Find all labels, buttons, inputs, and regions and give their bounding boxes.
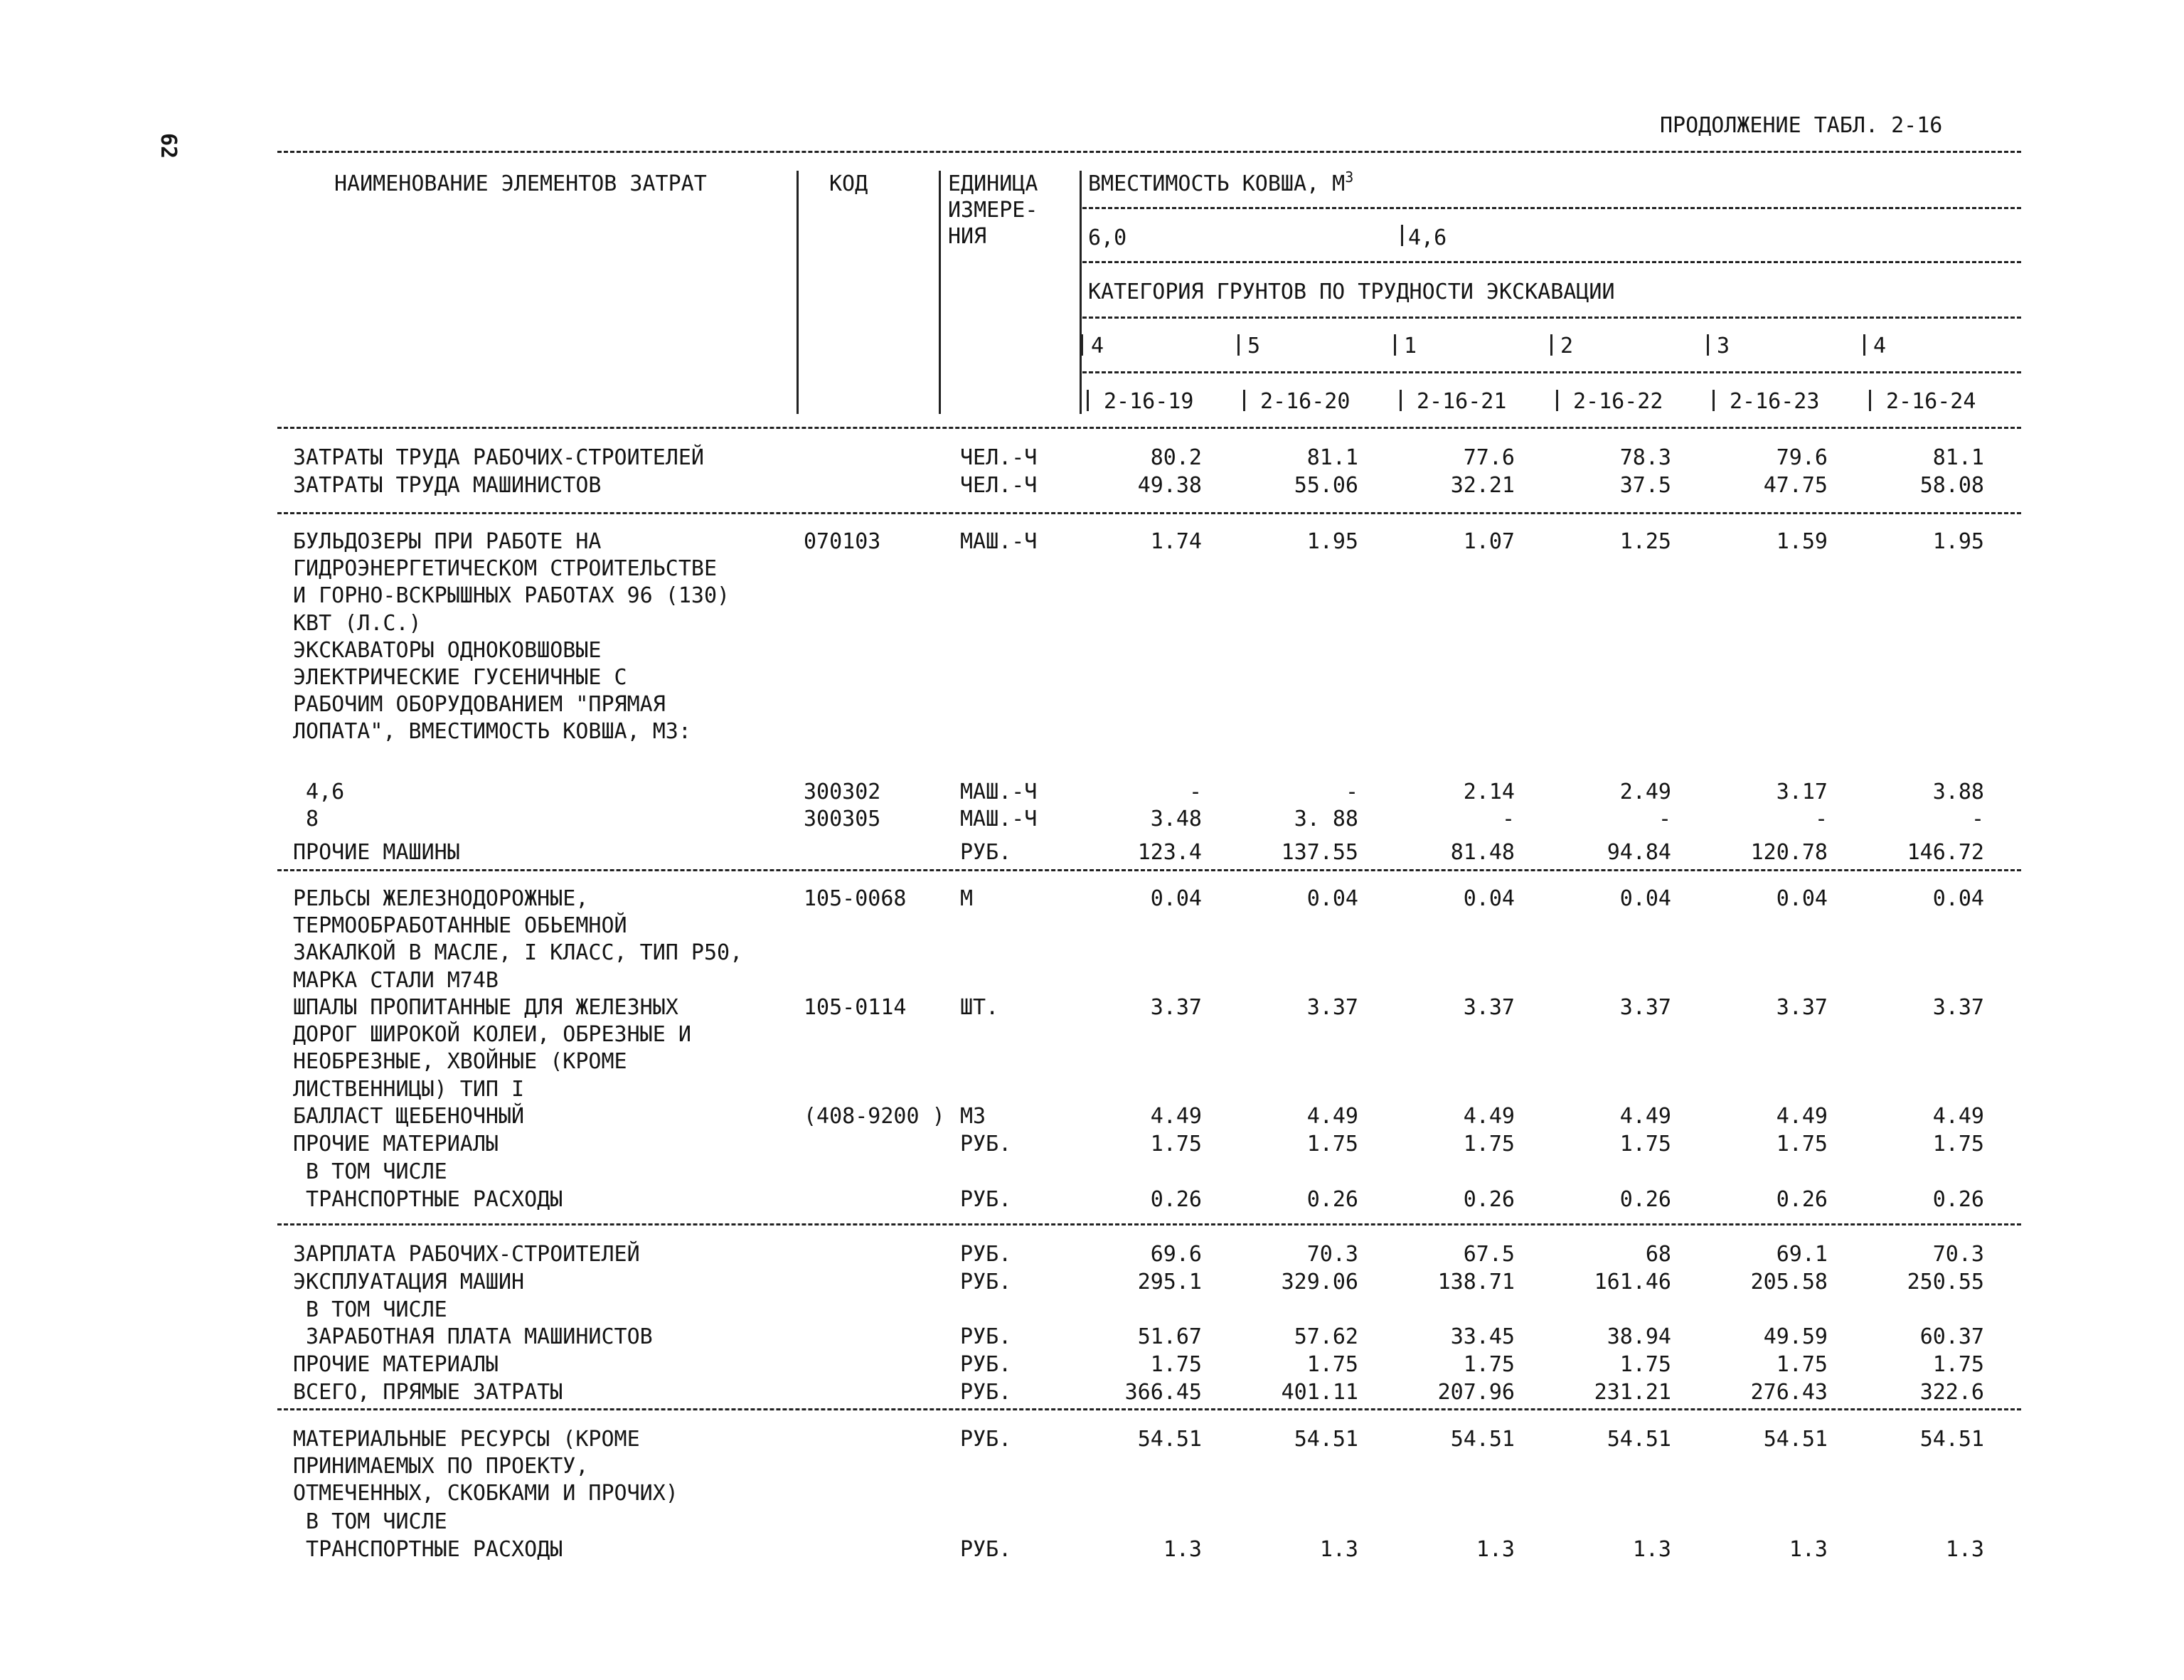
row-unit: ЧЕЛ.-Ч [960,445,1038,470]
row-value: 329.06 [1281,1270,1358,1294]
row-value: 123.4 [1137,840,1202,865]
column-code: 2-16-22 [1573,389,1663,414]
row-value: 1.75 [1932,1132,1984,1157]
row-value: 0.26 [1150,1187,1202,1212]
row-value: 231.21 [1594,1380,1671,1405]
row-name-line: И ГОРНО-ВСКРЫШНЫХ РАБОТАХ 96 (130) [293,583,730,609]
row-value: 33.45 [1450,1324,1515,1349]
row-value: 81.1 [1932,445,1984,470]
row-unit: РУБ. [960,1380,1012,1405]
header-separator-cap [1401,225,1403,246]
row-value: 2.14 [1463,780,1515,804]
row-value: 0.04 [1150,886,1202,911]
row-unit: МАШ.-Ч [960,780,1038,804]
row-value: 4.49 [1932,1104,1984,1129]
row-value: 401.11 [1281,1380,1358,1405]
category-label: 3 [1717,334,1730,358]
row-name-line: ЛОПАТА", ВМЕСТИМОСТЬ КОВША, М3: [293,719,691,745]
row-value: 54.51 [1763,1427,1828,1452]
row-value: 276.43 [1750,1380,1828,1405]
row-value: 3.37 [1306,995,1358,1020]
row-value: 1.59 [1776,529,1828,554]
row-unit: РУБ. [960,1537,1012,1562]
header-code: КОД [829,171,868,196]
row-value: 54.51 [1919,1427,1984,1452]
row-value: 94.84 [1607,840,1671,865]
row-value: 1.75 [1776,1132,1828,1157]
row-code: 300305 [804,807,881,831]
code-separator [1087,390,1089,411]
row-value: 1.75 [1776,1352,1828,1377]
category-label: 2 [1560,334,1574,358]
row-name-line: В ТОМ ЧИСЛЕ [293,1297,447,1322]
header-unit-2: ИЗМЕРЕ- [948,198,1038,223]
row-value: 0.04 [1306,886,1358,911]
category-separator [1707,334,1709,356]
header-top-rule [277,151,2021,153]
row-value: 3.88 [1932,780,1984,804]
row-value: 3.37 [1463,995,1515,1020]
row-name-line: ПРОЧИЕ МАТЕРИАЛЫ [293,1132,499,1157]
column-code: 2-16-20 [1260,389,1351,414]
column-code: 2-16-19 [1104,389,1194,414]
row-name-line: В ТОМ ЧИСЛЕ [293,1159,447,1184]
row-value: 1.95 [1932,529,1984,554]
row-value: - [1971,807,1984,831]
row-value: 1.74 [1150,529,1202,554]
row-code: 070103 [804,529,881,554]
row-name-line: РЕЛЬСЫ ЖЕЛЕЗНОДОРОЖНЫЕ, [293,886,589,911]
code-separator [1243,390,1245,411]
row-value: 4.49 [1150,1104,1202,1129]
row-value: - [1814,807,1828,831]
row-value: 1.75 [1463,1352,1515,1377]
row-value: 205.58 [1750,1270,1828,1294]
row-value: 137.55 [1281,840,1358,865]
category-separator [1394,334,1396,356]
column-code: 2-16-24 [1886,389,1976,414]
row-value: 0.04 [1463,886,1515,911]
row-unit: МАШ.-Ч [960,529,1038,554]
row-name-line: ПРИНИМАЕМЫХ ПО ПРОЕКТУ, [293,1454,589,1479]
row-value: 77.6 [1463,445,1515,470]
row-value: 37.5 [1619,473,1671,498]
row-value: 1.75 [1306,1132,1358,1157]
row-value: 1.3 [1319,1537,1358,1562]
row-value: 70.3 [1932,1242,1984,1267]
header-rule-4 [1082,371,2021,373]
section-rule [277,869,2021,871]
row-name-line: 4,6 [293,780,345,804]
row-value: 0.26 [1306,1187,1358,1212]
row-value: 322.6 [1919,1380,1984,1405]
row-value: 1.75 [1306,1352,1358,1377]
row-value: 4.49 [1776,1104,1828,1129]
row-name-line: ПРОЧИЕ МАШИНЫ [293,840,460,865]
row-value: 79.6 [1776,445,1828,470]
row-unit: РУБ. [960,1324,1012,1349]
row-value: 3.17 [1776,780,1828,804]
row-value: 3.37 [1619,995,1671,1020]
header-cap-46: 4,6 [1408,225,1447,250]
row-name-line: ЗАТРАТЫ ТРУДА МАШИНИСТОВ [293,473,602,498]
row-value: 1.07 [1463,529,1515,554]
header-name: НАИМЕНОВАНИЕ ЭЛЕМЕНТОВ ЗАТРАТ [334,171,707,196]
category-label: 1 [1404,334,1417,358]
row-value: 3.37 [1932,995,1984,1020]
header-capacity-text: ВМЕСТИМОСТЬ КОВША, М [1088,171,1346,196]
category-label: 4 [1873,334,1887,358]
row-name-line: БАЛЛАСТ ЩЕБЕНОЧНЫЙ [293,1104,525,1129]
row-name-line: В ТОМ ЧИСЛЕ [293,1509,447,1534]
header-unit-1: ЕДИНИЦА [948,171,1038,196]
row-unit: ШТ. [960,995,999,1020]
row-value: 1.75 [1463,1132,1515,1157]
row-value: 78.3 [1619,445,1671,470]
row-value: 295.1 [1137,1270,1202,1294]
category-separator [1863,334,1865,356]
section-rule [277,1408,2021,1410]
row-value: 250.55 [1907,1270,1984,1294]
category-label: 5 [1247,334,1261,358]
row-value: 1.75 [1619,1132,1671,1157]
row-name-line: ВСЕГО, ПРЯМЫЕ ЗАТРАТЫ [293,1380,563,1405]
row-value: 68 [1645,1242,1671,1267]
row-name-line: ЗАРПЛАТА РАБОЧИХ-СТРОИТЕЛЕЙ [293,1242,640,1267]
row-value: 161.46 [1594,1270,1671,1294]
row-name-line: МАРКА СТАЛИ М74В [293,967,499,993]
header-separator-unit [1080,171,1082,414]
row-name-line: ЭКСПЛУАТАЦИЯ МАШИН [293,1270,525,1294]
row-value: 0.26 [1619,1187,1671,1212]
row-name-line: ТЕРМООБРАБОТАННЫЕ ОБЬЕМНОЙ [293,913,627,939]
category-label: 4 [1091,334,1104,358]
row-name-line: ОТМЕЧЕННЫХ, СКОБКАМИ И ПРОЧИХ) [293,1481,678,1506]
row-value: 1.3 [1476,1537,1515,1562]
section-rule [277,512,2021,514]
row-code: (408-9200 ) [804,1104,945,1129]
header-category: КАТЕГОРИЯ ГРУНТОВ ПО ТРУДНОСТИ ЭКСКАВАЦИИ [1088,280,1615,304]
row-name-line: ЗАТРАТЫ ТРУДА РАБОЧИХ-СТРОИТЕЛЕЙ [293,445,704,470]
header-unit-3: НИЯ [948,224,987,249]
row-value: 1.25 [1619,529,1671,554]
row-name-line: РАБОЧИМ ОБОРУДОВАНИЕМ "ПРЯМАЯ [293,692,666,718]
row-value: 1.75 [1619,1352,1671,1377]
row-value: 0.26 [1932,1187,1984,1212]
row-value: 1.95 [1306,529,1358,554]
row-value: 38.94 [1607,1324,1671,1349]
section-rule [277,1223,2021,1226]
row-value: 207.96 [1437,1380,1515,1405]
row-unit: РУБ. [960,840,1012,865]
row-value: 4.49 [1463,1104,1515,1129]
row-value: 69.6 [1150,1242,1202,1267]
row-value: 49.59 [1763,1324,1828,1349]
row-value: 1.75 [1150,1132,1202,1157]
row-name-line: ЭКСКАВАТОРЫ ОДНОКОВШОВЫЕ [293,637,602,663]
row-name-line: ДОРОГ ШИРОКОЙ КОЛЕИ, ОБРЕЗНЫЕ И [293,1022,691,1048]
row-value: - [1188,780,1202,804]
row-value: 1.3 [1632,1537,1671,1562]
header-cap-6: 6,0 [1088,225,1127,250]
row-value: 2.49 [1619,780,1671,804]
page-number: 62 [156,132,181,159]
header-capacity-sup: 3 [1345,169,1354,186]
row-value: 54.51 [1607,1427,1671,1452]
header-rule-2 [1082,261,2021,263]
row-value: 1.75 [1932,1352,1984,1377]
row-value: 1.75 [1150,1352,1202,1377]
continuation-title: ПРОДОЛЖЕНИЕ ТАБЛ. 2-16 [1660,113,1943,138]
row-value: 3. 88 [1294,807,1358,831]
row-value: - [1501,807,1515,831]
row-unit: М [960,886,974,911]
column-code: 2-16-23 [1730,389,1820,414]
row-unit: РУБ. [960,1427,1012,1452]
code-separator [1712,390,1715,411]
row-name-line: 8 [293,807,319,831]
row-value: - [1658,807,1671,831]
header-rule-1 [1082,207,2021,209]
row-unit: РУБ. [960,1352,1012,1377]
row-unit: ЧЕЛ.-Ч [960,473,1038,498]
row-value: 54.51 [1450,1427,1515,1452]
row-value: - [1345,780,1358,804]
row-name-line: ЛИСТВЕННИЦЫ) ТИП I [293,1076,525,1102]
row-value: 81.1 [1306,445,1358,470]
row-name-line: ПРОЧИЕ МАТЕРИАЛЫ [293,1352,499,1377]
row-value: 120.78 [1750,840,1828,865]
row-value: 0.26 [1463,1187,1515,1212]
row-value: 58.08 [1919,473,1984,498]
row-name-line: КВТ (Л.С.) [293,610,422,636]
row-value: 146.72 [1907,840,1984,865]
row-name-line: ТРАНСПОРТНЫЕ РАСХОДЫ [293,1537,563,1562]
row-unit: М3 [960,1104,986,1129]
row-value: 67.5 [1463,1242,1515,1267]
code-separator [1400,390,1402,411]
row-value: 138.71 [1437,1270,1515,1294]
row-value: 0.04 [1776,886,1828,911]
row-value: 54.51 [1137,1427,1202,1452]
row-name-line: ТРАНСПОРТНЫЕ РАСХОДЫ [293,1187,563,1212]
row-unit: РУБ. [960,1187,1012,1212]
row-value: 54.51 [1294,1427,1358,1452]
category-separator [1237,334,1240,356]
row-value: 80.2 [1150,445,1202,470]
row-value: 1.3 [1945,1537,1984,1562]
header-separator-name [797,171,799,414]
row-value: 70.3 [1306,1242,1358,1267]
row-value: 0.04 [1619,886,1671,911]
section-rule [277,427,2021,429]
row-value: 3.37 [1150,995,1202,1020]
row-name-line: ШПАЛЫ ПРОПИТАННЫЕ ДЛЯ ЖЕЛЕЗНЫХ [293,995,678,1020]
row-value: 81.48 [1450,840,1515,865]
row-value: 55.06 [1294,473,1358,498]
row-unit: РУБ. [960,1242,1012,1267]
row-value: 69.1 [1776,1242,1828,1267]
code-separator [1556,390,1558,411]
row-value: 47.75 [1763,473,1828,498]
row-value: 4.49 [1306,1104,1358,1129]
row-code: 105-0068 [804,886,907,911]
row-value: 60.37 [1919,1324,1984,1349]
row-unit: РУБ. [960,1132,1012,1157]
row-value: 3.48 [1150,807,1202,831]
row-name-line: МАТЕРИАЛЬНЫЕ РЕСУРСЫ (КРОМЕ [293,1427,640,1452]
row-name-line: ЗАРАБОТНАЯ ПЛАТА МАШИНИСТОВ [293,1324,653,1349]
row-value: 366.45 [1124,1380,1202,1405]
row-value: 49.38 [1137,473,1202,498]
row-value: 32.21 [1450,473,1515,498]
row-name-line: ЗАКАЛКОЙ В МАСЛЕ, I КЛАСС, ТИП Р50, [293,940,743,966]
category-separator [1550,334,1552,356]
row-value: 1.3 [1163,1537,1202,1562]
row-value: 0.04 [1932,886,1984,911]
row-code: 300302 [804,780,881,804]
header-capacity [1088,171,1353,198]
row-code: 105-0114 [804,995,907,1020]
row-unit: РУБ. [960,1270,1012,1294]
row-name-line: БУЛЬДОЗЕРЫ ПРИ РАБОТЕ НА [293,529,602,554]
row-name-line: ГИДРОЭНЕРГЕТИЧЕСКОМ СТРОИТЕЛЬСТВЕ [293,556,718,582]
header-rule-3 [1082,317,2021,319]
row-value: 0.26 [1776,1187,1828,1212]
row-value: 1.3 [1789,1537,1828,1562]
row-value: 51.67 [1137,1324,1202,1349]
row-value: 57.62 [1294,1324,1358,1349]
row-value: 4.49 [1619,1104,1671,1129]
column-code: 2-16-21 [1417,389,1507,414]
header-separator-code [939,171,941,414]
row-unit: МАШ.-Ч [960,807,1038,831]
row-name-line: НЕОБРЕЗНЫЕ, ХВОЙНЫЕ (КРОМЕ [293,1049,627,1075]
code-separator [1869,390,1871,411]
row-value: 3.37 [1776,995,1828,1020]
row-name-line: ЭЛЕКТРИЧЕСКИЕ ГУСЕНИЧНЫЕ С [293,665,627,690]
